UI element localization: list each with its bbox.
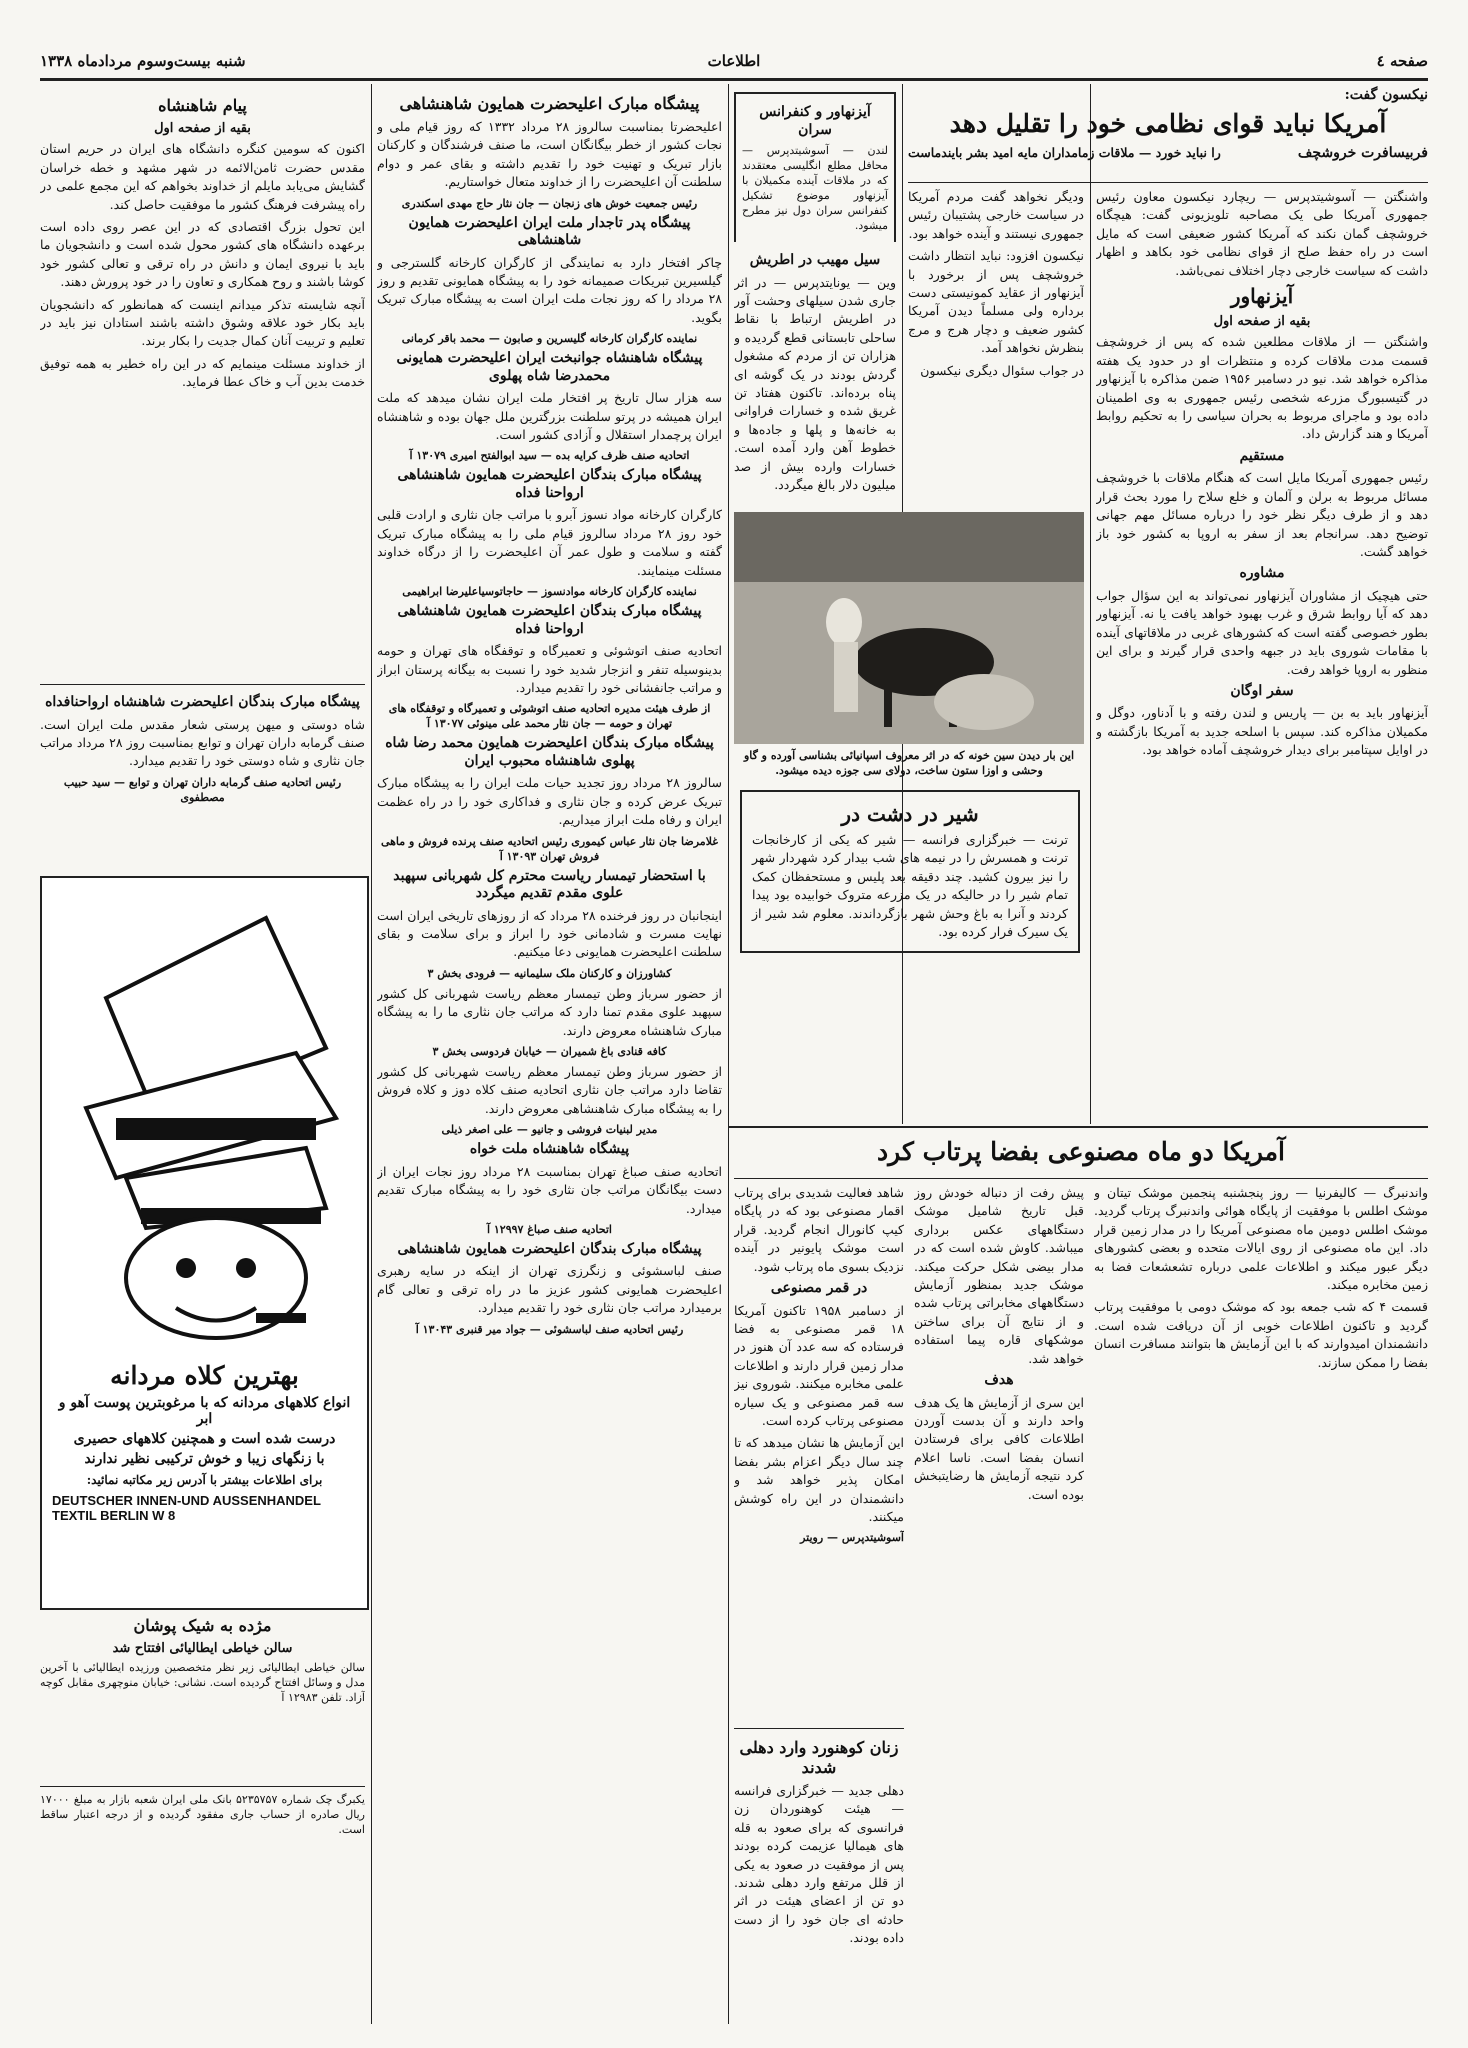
- rule: [908, 182, 1428, 183]
- women-climbers-story: [734, 1734, 904, 2024]
- paragraph: اتحادیه صنف اتوشوئی و تعمیرگاه و توقفگاه های تهران و حومه بدینوسیله تنفر و انزجار شدید خود را نسبت به بیگانه پرستان ابراز و مراتب جانفشانی خود را تقدیم میدارد.: [377, 643, 722, 695]
- msg-title: پیشگاه مبارک بندگان اعلیحضرت همایون شاهنشاهی ارواحنا فداه: [397, 603, 702, 637]
- column-rule: [371, 84, 372, 2024]
- paragraph: حتی هیچیک از مشاوران آیزنهاور نمی‌تواند به این سؤال جواب دهد که آیا روابط شرق و غرب بهبود خواهد یافت یا نه. آیزنهاور بطور خصوصی گفته است که کشورهای غربی در ملاقاتهای آینده با مقامات شوروی باید در جبهه واحدی قرار گیرند و برای این منظور به اروپا خواهد رفت.: [1096, 587, 1428, 677]
- check-notice: یکبرگ چک شماره ۵۲۳۵۷۵۷ بانک ملی ایران شعبه بازار به مبلغ ۱۷۰۰۰ ریال صادره از حساب جاری مفقود گردیده و از درجه اعتبار ساقط است.: [40, 1793, 365, 1836]
- satellite-col-1: [1094, 1184, 1428, 2024]
- paragraph: پیش رفت از دنباله خودش روز قبل تاریخ شامیل موشک دستگاههای عکس برداری میباشد. کاوش شده است که در مدار بیضی شکل حرکت میکند. موشک جدید بمنظور آزمایش دستگاههای مخابراتی پرتاب شده و از نتایج آن برای ساختن موشکهای قاره پیما استفاده خواهد شد.: [914, 1185, 1084, 1366]
- story-title: زنان کوهنورد وارد دهلی شدند: [739, 1738, 899, 1777]
- rule: [734, 1728, 904, 1729]
- satellite-headline: [734, 1132, 1428, 1176]
- bullfight-image: [734, 512, 1084, 744]
- box-title: آیزنهاور و کنفرانس سران: [759, 104, 871, 138]
- bullfight-photo: [734, 512, 1084, 744]
- signature: کشاورزان و کارکنان ملک سلیمانیه — فرودی بخش ۳: [427, 966, 672, 980]
- page-header: [40, 52, 1428, 74]
- paragraph: صنف لباسشوئی و زنگرزی تهران از اینکه در سایه رهبری اعلیحضرت همایونی کشور عزیز ما در راه ترقی و تعالی گام برمیدارد مراتب جان نثاری خود را تقدیم میدارد.: [377, 1263, 722, 1316]
- rule: [40, 1786, 365, 1787]
- headline: آمریکا نباید قوای نظامی خود را تقلیل دهد: [949, 109, 1387, 139]
- paragraph: از خداوند مسئلت مینمایم که در این راه خطیر به همه توفیق خدمت بدین آب و خاک عطا فرماید.: [40, 355, 365, 390]
- paragraph: این آزمایش ها نشان میدهد که تا چند سال دیگر اعزام بشر بفضا امکان پذیر خواهد شد و دانشمندان در این راه کوشش میکنند.: [734, 1435, 904, 1524]
- paragraph: آیزنهاور باید به بن — پاریس و لندن رفته و با آدناور، دوگل و مکمیلان مذاکره کند. سپس با اسلحه جدید به آمریکا بازگشته و در اوایل سپتامبر برای دیدار خروشچف آماده خواهد بود.: [1096, 705, 1428, 758]
- paragraph: وین — یونایتدپرس — در اثر جاری شدن سیلهای وحشت آور در اطریش ارتباط با نقاط ساحلی تابستانی قطع گردیده و هزاران تن از مردم که مشغول گردش بودند در یک گوشه ای پناه برده‌اند. تاکنون هفتاد تن غریق شده و خسارات فراوانی به خانه‌ها و پلها و جاده‌ها و خطوط آهن وارد آمده است. خسارات وارده بیش از صد میلیون دلار بالغ میگردد.: [734, 274, 896, 492]
- photo-caption: این بار دیدن سین خونه که در اثر معروف اسپانیائی بشناسی آورده و گاو وحشی و اوزا ستون ساخت، دولای سی جوزه دیده میشود.: [743, 749, 1075, 777]
- section-rule: [728, 1126, 1428, 1128]
- paragraph: سالن خیاطی ایطالیائی زیر نظر متخصصین ورزیده ایطالیائی با آخرین مدل و وسائل افتتاح گردیده است. نشانی: خیابان منوچهری مقابل کوچه آزاد. تلفن ۱۲۹۸۳ آ: [40, 1661, 365, 1705]
- msg-title: پیشگاه مبارک بندگان اعلیحضرت شاهنشاه ارواحنافداه: [45, 694, 360, 710]
- lion-story: [740, 790, 1080, 1055]
- issue-date: شنبه بیست‌وسوم مردادماه ۱۳۳۸: [40, 52, 246, 70]
- nixon-headline: [908, 86, 1428, 181]
- paragraph: این تحول بزرگ اقتصادی که در این عصر روی داده است برعهده دانشگاه های کشور محول شده است و دانشجویان ما باید با نیروی ایمان و دانش در راه ترقی و تعالی کشور خود کوشا باشند و روح همکاری و تعاون را در خود پرورش دهند.: [40, 219, 365, 290]
- paragraph: آنچه شایسته تذکر میدانم اینست که همانطور که دانشجویان باید بکار خود علاقه وشوق داشته باشند استادان نیز باید در تعلیم و تربیت آنان کمال جدیت را بکار برند.: [40, 296, 365, 349]
- signature: مدیر لبنیات فروشی و جانیو — علی اصغر ذیلی: [441, 1123, 658, 1137]
- msg-title: پیشگاه شاهنشاه ملت خواه: [469, 1141, 630, 1158]
- paragraph: شاهد فعالیت شدیدی برای پرتاب اقمار مصنوعی بود که در پایگاه کیپ کانورال انجام گردید. قرار است موشک پایونیر در آینده نزدیک بسوی ماه پرتاب شود.: [734, 1185, 904, 1274]
- paragraph: کارگران کارخانه مواد نسوز آبرو با مراتب جان نثاری و ارادت قلبی خود روز ۲۸ مرداد سالروز قیام ملی را به پیشگاه مبارک تبریک گفته و سلامت و طول عمر آن اعلیحضرت را از درگاه خداوند مسئلت مینمایند.: [377, 507, 722, 578]
- paragraph: ودیگر نخواهد گفت مردم آمریکا در سیاست خارجی پشتیبان رئیس جمهوری نیستند و آینده خواهد بود.: [908, 189, 1084, 241]
- section-sub: بقیه از صفحه اول: [1213, 314, 1311, 330]
- box: [734, 92, 896, 242]
- msg-title: پیشگاه شاهنشاه جوانبخت ایران اعلیحضرت همایونی محمدرضا شاه پهلوی: [396, 350, 703, 384]
- paragraph: نیکسون افزود: نباید انتظار داشت خروشچف پس از برخورد با آیزنهاور از عقاید کمونیستی دست برداره ولی مسلماً دیدن آمریکا کشور ضعیف و دچار هرج و مرج بنظرش نخواهد آمد.: [908, 248, 1084, 356]
- paragraph: از حضور سرباز وطن تیمسار معظم ریاست شهربانی کل کشور سپهبد علوی مقدم تمنا دارد که مراتب جان نثاری ما را به پیشگاه مبارک شاهنشاه معروض دارند.: [377, 985, 722, 1038]
- rule: [40, 684, 365, 685]
- notice-sub: سالن خیاطی ایطالیائی افتتاح شد: [112, 1641, 293, 1656]
- sub-right: فربیسافرت خروشچف: [1297, 144, 1428, 161]
- flood-story: [734, 248, 896, 508]
- ad-text: [42, 1356, 367, 1523]
- paragraph: اعلیحضرتا بمناسبت سالروز ۲۸ مرداد ۱۳۳۲ که روز قیام ملی و نجات کشور از خطر بیگانگان است، ما صنف فرشندگان و کارکنان بازار تبریک و تهنیت خود را تقدیم داشته و بقای عمر و دوام سلطنت آن اعلیحضرت را از خداوند متعال خواستاریم.: [377, 119, 722, 190]
- story-title: سیل مهیب در اطریش: [749, 252, 881, 268]
- summit-box: [734, 92, 896, 242]
- signature: آسوشیتدپرس — رویتر: [800, 1531, 904, 1545]
- column-rule: [728, 84, 729, 2024]
- header-rule: [40, 78, 1428, 81]
- hat-advertisement: [40, 876, 369, 1610]
- paragraph: اتحادیه صنف صباغ تهران بمناسبت ۲۸ مرداد روز نجات ایران از دست بیگانگان مراتب جان نثاری خود را به پیشگاه مبارک تقدیم میدارد.: [377, 1163, 722, 1216]
- newspaper-name: اطلاعات: [707, 52, 761, 70]
- rule: [734, 1178, 1428, 1179]
- paragraph: واشنگتن — آسوشیتدپرس — ریچارد نیکسون معاون رئیس جمهوری آمریکا طی یک مصاحبه تلویزیونی گفت: هیچگاه خروشچف گمان نکند که آمریکا کشور ضعیفی است که مایل است در راه حفظ صلح از قوای نظامی خود بکاهد و اظهار داشت که سیاست خارجی دچار اختلاف نمی‌باشد.: [1096, 189, 1428, 278]
- page-number: صفحه ٤: [1376, 52, 1428, 70]
- satellite-col-3: [734, 1184, 904, 1724]
- box: [740, 790, 1080, 953]
- paragraph: رئیس جمهوری آمریکا مایل است که هنگام ملاقات با خروشچف مسائل مربوط به برلن و آلمان و خلع سلاح را مورد بحث قرار دهد و از طرف دیگر نظر خود را درباره مسائل مهم جهانی توضیح دهد. سرانجام بعد از سفر به اروپا به کشور خود باز خواهد گشت.: [1096, 470, 1428, 559]
- hat-illustration: [46, 878, 367, 1348]
- section-heading: مستقیم: [1239, 447, 1285, 464]
- paragraph: در جواب سئوال دیگری نیکسون: [920, 362, 1084, 378]
- ad-latin: TEXTIL BERLIN W 8: [52, 1508, 176, 1524]
- signature: رئیس اتحادیه صنف گرمابه داران تهران و توابع — سید حبیب مصطفوی: [63, 775, 342, 804]
- paragraph: ترنت — خبرگزاری فرانسه — شیر که یکی از کارخانجات ترنت و همسرش را در نیمه های شب بیدار کرد شهردار شهر را نیز بیرون کشید. چند دقیقه بعد پلیس و مستحفظان کمک تمام شیر را در حالیکه در یک مزرعه متروک خوابیده بود پیدا کردند و آنرا به باغ وحش شهر بازگرداندند. معلوم شد شیر از یک سیرک فرار کرده بود.: [752, 832, 1068, 940]
- column-4: [40, 92, 365, 682]
- ad-title: بهترین کلاه مردانه: [110, 1361, 299, 1390]
- msg-title: پیشگاه پدر تاجدار ملت ایران اعلیحضرت همایون شاهنشاهی: [408, 214, 691, 249]
- ad-line: انواع کلاههای مردانه که با مرغوبترین پوست آهو و ابر: [58, 1395, 351, 1428]
- section-heading: پیام شاهنشاه: [158, 96, 247, 115]
- column-3: [377, 90, 722, 2020]
- paragraph: از دسامبر ۱۹۵۸ تاکنون آمریکا ۱۸ قمر مصنوعی به فضا فرستاده که سه عدد آن هنوز در مدار زمین قرار دارند و اطلاعات علمی مخابره میکنند. شوروی نیز سه قمر مصنوعی و یک سیاره مصنوعی پرتاب کرده است.: [734, 1302, 904, 1428]
- ad-latin: DEUTSCHER INNEN-UND AUSSENHANDEL: [52, 1493, 321, 1509]
- section-heading: آیزنهاور: [1230, 284, 1294, 309]
- satellite-col-2: [914, 1184, 1084, 2024]
- paragraph: دهلی جدید — خبرگزاری فرانسه — هیئت کوهنوردان زن فرانسوی که برای صعود به قله های هیمالیا عزیمت کرده بودند پس از موفقیت در صعود به یکی از قلل مرتفع وارد دهلی شدند. دو تن از اعضای هیئت در اثر حادثه ای جان خود را از دست داده بودند.: [734, 1783, 904, 1946]
- headline-subs: [908, 144, 1428, 162]
- paragraph: واشنگتن — از ملاقات مطلعین شده که پس از خروشچف قسمت مدت ملاقات کرده و منتظرات او در حدود یک هفته مذاکره خواهد شد. نیو در دسامبر ۱۹۵۶ ضمن مذاکره با آیزنهاور در گتیسبورگ مزرعه شخصی رئیس جمهوری به وی اطمینان داده بود و ماجرای مربوط به بحران سیاسی را به تحکیم روابط آمریکا و هند گزارش داد.: [1096, 334, 1428, 442]
- section-heading: در قمر مصنوعی: [770, 1280, 868, 1297]
- kicker: نیکسون گفت:: [1344, 87, 1428, 103]
- headline: آمریکا دو ماه مصنوعی بفضا پرتاب کرد: [877, 1137, 1285, 1166]
- paragraph: سه هزار سال تاریخ پر افتخار ملت ایران نشان میدهد که ملت ایران همیشه در پرتو سلطنت بزرگترین ملل جهان بوده و شاهنشاه ایران پرچمدار استقلال و آزادی کشور است.: [377, 390, 722, 443]
- signature: کافه قنادی باغ شمیران — خیابان فردوسی بخش ۳: [432, 1044, 667, 1058]
- section-heading: هدف: [984, 1372, 1014, 1389]
- notice-title: مژده به شیک پوشان: [133, 1616, 272, 1635]
- paragraph: اکنون که سومین کنگره دانشگاه های ایران در حریم استان مقدس حضرت ثامن‌الائمه در شهر مشهد و خطه خراسان گشایش می‌یابد مایلم از خداوند بخواهم که این مجمع علمی در راه پیشرفت فرهنگ کشور ما موفقیت حاصل کند.: [40, 141, 365, 212]
- msg-title: پیشگاه مبارک بندگان اعلیحضرت همایون شاهنشاهی: [397, 1240, 702, 1257]
- paragraph: اینجانبان در روز فرخنده ۲۸ مرداد که از روزهای تاریخی ایران است نهایت مسرت و شادمانی خود را ابراز و برای سلامت و بقای سلطنت اعلیحضرت همایونی دعا میکنیم.: [377, 907, 722, 960]
- signature: از طرف هیئت مدیره اتحادیه صنف اتوشوئی و تعمیرگاه و توقفگاه های تهران و حومه — جان نثار محمد علی مینوئی ۱۳۰۷۷ آ: [388, 702, 711, 731]
- ad-line: برای اطلاعات بیشتر با آدرس زیر مکاتبه نمائید:: [86, 1473, 323, 1488]
- signature: نماینده کارگران کارخانه موادنسوز — حاجاتوسیاعلیرضا ابراهیمی: [402, 585, 697, 599]
- signature: اتحادیه صنف صباغ ۱۲۹۹۷ آ: [487, 1222, 612, 1236]
- section-heading: سفر اوگان: [1230, 682, 1294, 699]
- column-rule: [1090, 84, 1091, 1124]
- msg-title: پیشگاه مبارک بندگان اعلیحضرت همایون شاهنشاهی ارواحنا فداه: [397, 467, 702, 501]
- column-1: [1096, 188, 1428, 1123]
- section-sub: بقیه از صفحه اول: [154, 121, 251, 136]
- ad-line: درست شده است و همچنین کلاههای حصیری: [73, 1431, 336, 1448]
- sub-left: را نباید خورد — ملاقات زمامداران مایه امید بشر بایندماست: [908, 144, 1221, 160]
- paragraph: قسمت ۴ که شب جمعه بود که موشک دومی با موفقیت پرتاب گردید و تاکنون اطلاعات خوبی از آن دریافت شده است. دانشمندان امیدوارند که با این آزمایش ها بتوانند مسافرت انسان بفضا را ممکن سازند.: [1094, 1299, 1428, 1370]
- signature: رئیس اتحادیه صنف لباسشوئی — جواد میر قنبری ۱۳۰۴۳ آ: [415, 1322, 684, 1336]
- msg-title: پیشگاه مبارک بندگان اعلیحضرت همایون محمد رضا شاه پهلوی شاهنشاه محبوب ایران: [385, 735, 714, 769]
- signature: نماینده کارگران کارخانه گلیسرین و صابون — محمد باقر کرمانی: [401, 332, 698, 346]
- paragraph: چاکر افتخار دارد به نمایندگی از کارگران کارخانه گلسترجی و گیلسیرین تبریکات صمیمانه خود را به پیشگاه همایونی تقدیم و روز ۲۸ مرداد را که روز نجات ملت ایران است به پیشگاه مبارک تبریک بگوید.: [377, 254, 722, 325]
- paragraph: از حضور سرباز وطن تیمسار معظم ریاست شهربانی کل کشور تقاضا دارد مراتب جان نثاری اتحادیه صنف کلاه دوز و کلاه فروش را به پیشگاه مبارک شاهنشاهی معروض دارند.: [377, 1063, 722, 1116]
- msg-title: با استحضار تیمسار ریاست محترم کل شهربانی سپهبد علوی مقدم تقدیم میگردد: [393, 867, 706, 902]
- signature: غلامرضا جان نثار عباس کیموری رئیس اتحادیه صنف پرنده فروش و ماهی فروش تهران ۱۳۰۹۳ آ: [380, 834, 719, 863]
- story-title: شیر در دشت در: [841, 802, 979, 826]
- paragraph: سالروز ۲۸ مرداد روز تجدید حیات ملت ایران را به پیشگاه مبارک تبریک عرض کرده و جان نثاری و فداکاری خود را در راه عظمت ایران و رفاه ملت ابراز میداریم.: [377, 775, 722, 828]
- msg-title: پیشگاه مبارک اعلیحضرت همایون شاهنشاهی: [399, 94, 700, 113]
- box-text: لندن — آسوشیتدپرس — محافل مطلع انگلیسی معتقدند که در ملاقات آینده مکمیلان با آیزنهاور موضوع تشکیل کنفرانس سران دول نیز مطرح میشود.: [742, 144, 888, 232]
- paragraph: واندنبرگ — کالیفرنیا — روز پنجشنبه پنجمین موشک تیتان و موشک اطلس با موفقیت از پایگاه هوائی واندنبرگ پرتاب گردید. موشک اطلس دومین ماه مصنوعی آمریکا را در مدار زمین قرار داد. این ماه مصنوعی از روی ایالات متحده و بعضی کشورهای دیگر عبور میکند و اطلاعات علمی درباره تشعشعات فضا به زمین مخابره میکند.: [1094, 1185, 1428, 1293]
- signature: رئیس جمعیت خوش های زنجان — جان نثار حاج مهدی اسکندری: [401, 196, 698, 210]
- tailor-notice: [40, 1612, 365, 1782]
- signature: اتحادیه صنف ظرف کرایه بده — سید ابوالفتح امیری ۱۳۰۷۹ آ: [409, 449, 690, 463]
- paragraph: این سری از آزمایش ها یک هدف واحد دارند و آن بدست آوردن اطلاعات کافی برای فرستادن انسان بفضا است. ناسا اعلام کرد نتیجه آزمایش ها رضایتبخش بوده است.: [914, 1394, 1084, 1502]
- paragraph: شاه دوستی و میهن پرستی شعار مقدس ملت ایران است. صنف گرمابه داران تهران و توابع بمناسبت روز ۲۸ مرداد مراتب جان نثاری و شاه دوستی خود را تقدیم میدارد.: [40, 716, 365, 769]
- ad-line: با زنگهای زیبا و خوش ترکیبی نظیر ندارند: [84, 1451, 325, 1468]
- message-box: [40, 690, 365, 870]
- section-heading: مشاوره: [1239, 565, 1285, 582]
